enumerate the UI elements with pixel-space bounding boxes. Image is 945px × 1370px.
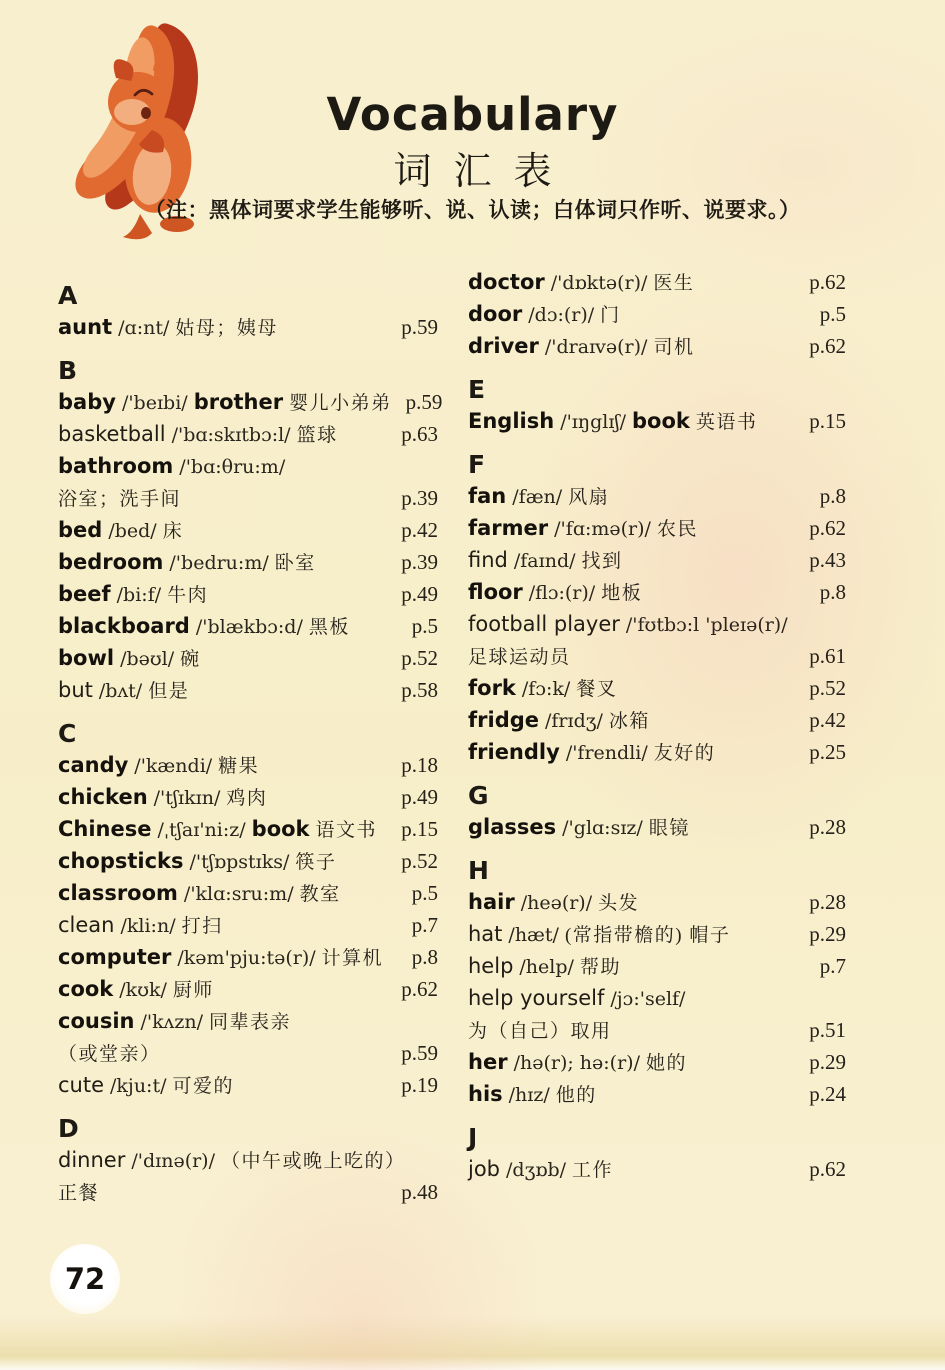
entry-chinese: 餐叉 (576, 679, 618, 700)
entry-content (468, 950, 627, 984)
entry-content (468, 886, 645, 920)
entry-phonetic: /fæn/ (512, 486, 563, 508)
entry-phonetic: /kju:t/ (110, 1075, 167, 1097)
entry-row (58, 1144, 438, 1176)
page-ref: p.49 (401, 582, 438, 606)
page-ref: p.28 (809, 815, 846, 839)
page-number-badge (50, 1244, 120, 1314)
entry-chinese: 筷子 (295, 852, 337, 873)
entry-row (468, 950, 846, 982)
entry-content (58, 1005, 297, 1039)
entry-phonetic: /'bɑ:skɪtbɔ:l/ (171, 424, 291, 446)
entry-content (58, 642, 207, 676)
entry-word: hair (468, 890, 515, 914)
entry-chinese: 浴室；洗手间 (58, 489, 182, 510)
entry-chinese: 冰箱 (608, 711, 650, 732)
entry-chinese: 牛肉 (167, 585, 209, 606)
entry-content (58, 514, 189, 548)
entry-word: bed (58, 518, 103, 542)
entry-chinese: 鸡肉 (226, 788, 268, 809)
entry-word: door (468, 302, 523, 326)
entry-word: farmer (468, 516, 549, 540)
entry-phonetic: /dʒɒb/ (506, 1159, 567, 1181)
page-ref: p.39 (401, 486, 438, 510)
entry-content (468, 608, 794, 642)
entry-row (468, 640, 846, 672)
entry-chinese: 找到 (581, 551, 623, 572)
letter-header: B (58, 356, 78, 385)
entry-content (468, 512, 704, 546)
entry-row (468, 405, 846, 437)
entry-row (468, 544, 846, 576)
entry-word: find (468, 548, 508, 572)
page-ref: p.58 (401, 678, 438, 702)
entry-chinese: 为（自己）取用 (468, 1021, 612, 1042)
entry-phonetic: /hæt/ (508, 924, 559, 946)
page-ref: p.42 (809, 708, 846, 732)
entry-word: fridge (468, 708, 539, 732)
entry-chinese: 厨师 (172, 980, 214, 1001)
entry-content (468, 298, 627, 332)
entry-row (468, 736, 846, 768)
entry-content (58, 418, 344, 452)
page-ref: p.39 (401, 550, 438, 574)
entry-content (58, 1144, 412, 1178)
entry-content (468, 330, 700, 364)
entry-word: doctor (468, 270, 545, 294)
entry-row (468, 576, 846, 608)
entry-content (468, 576, 648, 610)
entry-row (468, 266, 846, 298)
entry-row (58, 1176, 438, 1208)
entry-chinese: 黑板 (308, 617, 350, 638)
entry-chinese: 头发 (598, 893, 640, 914)
entry-word: help (468, 954, 514, 978)
entry-phonetic: /kli:n/ (120, 915, 176, 937)
entry-phonetic: /'kændi/ (134, 755, 213, 777)
entry-phonetic: /bʌt/ (98, 680, 143, 702)
page-ref: p.52 (401, 646, 438, 670)
entry-chinese: 司机 (653, 337, 695, 358)
page-ref: p.15 (401, 817, 438, 841)
entry-content (468, 1016, 618, 1048)
vocab-column-right (468, 266, 846, 1185)
entry-chinese: 语文书 (315, 820, 378, 841)
entry-phonetic: /heə(r)/ (520, 892, 593, 914)
entry-chinese: 但是 (148, 681, 190, 702)
entry-content (468, 1046, 693, 1080)
entry-row (468, 1046, 846, 1078)
entry-phonetic: /'bedru:m/ (169, 552, 269, 574)
entry-phonetic: /'bɑ:θru:m/ (179, 456, 286, 478)
entry-word: bedroom (58, 550, 164, 574)
page-ref: p.51 (809, 1018, 846, 1042)
entry-row (58, 450, 438, 482)
entry-row (468, 982, 846, 1014)
entry-word: blackboard (58, 614, 190, 638)
page-number: 72 (64, 1262, 106, 1296)
entry-chinese: 篮球 (296, 425, 338, 446)
entry-phonetic: /ˌtʃaɪ'ni:z/ (157, 819, 246, 841)
entry-chinese: 友好的 (653, 743, 716, 764)
entry-chinese: 糖果 (218, 756, 260, 777)
entry-word: fan (468, 484, 507, 508)
entry-word: bowl (58, 646, 115, 670)
entry-phonetic: /kəm'pju:tə(r)/ (177, 947, 316, 969)
entry-chinese: 他的 (555, 1085, 597, 1106)
entry-phonetic: /'dɒktə(r)/ (550, 272, 648, 294)
entry-word: glasses (468, 815, 557, 839)
page-ref: p.28 (809, 890, 846, 914)
entry-content (58, 1178, 105, 1210)
entry-word: his (468, 1082, 503, 1106)
entry-row (468, 918, 846, 950)
entry-chinese: 眼镜 (648, 818, 690, 839)
entry-word: computer (58, 945, 172, 969)
entry-phonetic: /'fʊtbɔ:l 'pleɪə(r)/ (625, 614, 788, 636)
entry-row (58, 418, 438, 450)
entry-row (468, 1078, 846, 1110)
entry-content (58, 909, 229, 943)
entry-content (58, 1069, 240, 1103)
entry-content (468, 918, 736, 952)
entry-content (468, 642, 577, 674)
page-ref: p.62 (809, 334, 846, 358)
page-ref: p.29 (809, 1050, 846, 1074)
entry-row (468, 480, 846, 512)
entry-chinese: 地板 (601, 583, 643, 604)
page-ref: p.62 (401, 977, 438, 1001)
entry-word: floor (468, 580, 523, 604)
page-subtitle: 词汇表 (393, 151, 574, 193)
entry-word: chicken (58, 785, 148, 809)
entry-chinese: 医生 (653, 273, 695, 294)
entry-row (58, 674, 438, 706)
page-ref: p.49 (401, 785, 438, 809)
entry-word: hat (468, 922, 503, 946)
entry-phonetic: /flɔ:(r)/ (528, 582, 596, 604)
letter-header: F (468, 450, 486, 479)
letter-header: C (58, 719, 77, 748)
page-ref: p.52 (809, 676, 846, 700)
entry-chinese: 风扇 (568, 487, 610, 508)
entry-row (58, 909, 438, 941)
entry-chinese: 卧室 (274, 553, 316, 574)
entry-content (58, 578, 214, 612)
entry-row (58, 941, 438, 973)
entry-phonetic: /frɪdʒ/ (545, 710, 603, 732)
page-ref: p.63 (401, 422, 438, 446)
entry-word: baby (58, 390, 116, 414)
entry-row (468, 1014, 846, 1046)
entry-word: driver (468, 334, 539, 358)
entry-content (468, 704, 656, 738)
entry-phonetic: /'kʌzn/ (140, 1011, 204, 1033)
entry-phonetic: /fɔ:k/ (521, 678, 571, 700)
entry-content (468, 266, 700, 300)
entry-word: job (468, 1157, 501, 1181)
entry-content (58, 546, 322, 580)
entry-content (468, 811, 696, 845)
entry-phonetic: /bəʊl/ (120, 648, 175, 670)
entry-row (58, 546, 438, 578)
entry-phonetic: /'tʃɒpstɪks/ (189, 851, 290, 873)
entry-chinese: 教室 (299, 884, 341, 905)
page-ref: p.52 (401, 849, 438, 873)
entry-row (58, 845, 438, 877)
entry-content (468, 982, 691, 1016)
page-ref: p.62 (809, 1157, 846, 1181)
entry-content (468, 1153, 619, 1187)
vocab-column-left (58, 268, 443, 1208)
entry-chinese: （或堂亲） (58, 1044, 161, 1065)
entry-word: friendly (468, 740, 560, 764)
entry-word: her (468, 1050, 508, 1074)
page-ref: p.59 (401, 315, 438, 339)
entry-phonetic: /hɪz/ (508, 1084, 550, 1106)
entry-word: dinner (58, 1148, 126, 1172)
entry-word: beef (58, 582, 111, 606)
entry-phonetic: /'dɪnə(r)/ (131, 1150, 215, 1172)
entry-phonetic: /hə(r); hə:(r)/ (513, 1052, 640, 1074)
entry-word: basketball (58, 422, 166, 446)
entry-word: English (468, 409, 555, 433)
entry-chinese: 正餐 (58, 1183, 100, 1204)
letter-header: D (58, 1114, 79, 1143)
letter-header: G (468, 781, 489, 810)
entry-content (468, 544, 629, 578)
entry-chinese: 农民 (656, 519, 698, 540)
entry-content (58, 941, 389, 975)
page-ref: p.5 (819, 302, 846, 326)
page-ref: p.15 (809, 409, 846, 433)
entry-phonetic: /jɔ:'self/ (610, 988, 686, 1010)
page-ref: p.29 (809, 922, 846, 946)
entry-row (468, 512, 846, 544)
entry-chinese: 床 (162, 521, 184, 542)
entry-content (58, 450, 291, 484)
entry-chinese: 碗 (180, 649, 201, 670)
page-ref: p.24 (809, 1082, 846, 1106)
page-ref: p.7 (411, 913, 438, 937)
entry-phonetic: /ɑ:nt/ (118, 317, 170, 339)
entry-word: football player (468, 612, 620, 636)
page-title: Vocabulary (326, 88, 619, 141)
page-ref: p.48 (401, 1180, 438, 1204)
entry-phonetic: /'glɑ:sɪz/ (562, 817, 643, 839)
entry-phonetic: /kʊk/ (119, 979, 167, 1001)
entry-row (468, 672, 846, 704)
entry-word: clean (58, 913, 115, 937)
entry-chinese: 她的 (646, 1053, 688, 1074)
entry-chinese: 婴儿小弟弟 (289, 393, 392, 414)
entry-phonetic: /bed/ (108, 520, 157, 542)
entry-phonetic: /help/ (519, 956, 574, 978)
entry-row (468, 608, 846, 640)
entry-chinese: 足球运动员 (468, 647, 571, 668)
entry-row (58, 973, 438, 1005)
entry-content (58, 674, 195, 708)
entry-row (58, 1069, 438, 1101)
entry-row (58, 781, 438, 813)
vocabulary-note: （注：黑体词要求学生能够听、说、认读；白体词只作听、说要求。） (144, 198, 801, 222)
entry-row (468, 886, 846, 918)
entry-phonetic: /'draɪvə(r)/ (544, 336, 648, 358)
entry-chinese: 工作 (572, 1160, 614, 1181)
entry-row (58, 514, 438, 546)
entry-word: brother (193, 390, 284, 414)
letter-header: E (468, 375, 486, 404)
entry-chinese: 姑母；姨母 (175, 318, 278, 339)
entry-row (468, 330, 846, 362)
entry-row (468, 1153, 846, 1185)
entry-word: chopsticks (58, 849, 184, 873)
page-ref: p.5 (411, 614, 438, 638)
page-ref: p.18 (401, 753, 438, 777)
entry-phonetic: /faɪnd/ (513, 550, 576, 572)
entry-content (468, 405, 763, 439)
entry-word: classroom (58, 881, 178, 905)
entry-chinese: 门 (600, 305, 621, 326)
entry-word: book (632, 409, 690, 433)
entry-content (58, 1039, 167, 1071)
entry-content (58, 781, 273, 815)
entry-chinese: 可爱的 (172, 1076, 235, 1097)
entry-row (58, 813, 438, 845)
entry-word: aunt (58, 315, 113, 339)
entry-content (468, 1078, 603, 1112)
page-ref: p.62 (809, 516, 846, 540)
entry-row (58, 482, 438, 514)
entry-phonetic: /dɔ:(r)/ (528, 304, 595, 326)
entry-row (58, 578, 438, 610)
entry-phonetic: /'beɪbi/ (121, 392, 188, 414)
entry-content (468, 736, 721, 770)
entry-row (58, 642, 438, 674)
entry-word: cousin (58, 1009, 135, 1033)
entry-row (58, 1037, 438, 1069)
entry-phonetic: /bi:f/ (116, 584, 162, 606)
entry-content (58, 877, 347, 911)
entry-word: Chinese (58, 817, 152, 841)
entry-row (468, 704, 846, 736)
letter-header: H (468, 856, 489, 885)
letter-header: A (58, 281, 78, 310)
entry-row (58, 610, 438, 642)
entry-chinese: 英语书 (695, 412, 758, 433)
entry-content (58, 484, 187, 516)
entry-phonetic: /'frendli/ (565, 742, 648, 764)
entry-word: help yourself (468, 986, 605, 1010)
entry-word: candy (58, 753, 129, 777)
entry-row (58, 311, 438, 343)
entry-word: cute (58, 1073, 105, 1097)
page-ref: p.61 (809, 644, 846, 668)
entry-phonetic: /'fɑ:mə(r)/ (554, 518, 651, 540)
page-ref: p.8 (819, 484, 846, 508)
entry-phonetic: /'ɪŋglɪʃ/ (560, 411, 627, 433)
entry-phonetic: /'klɑ:sru:m/ (183, 883, 294, 905)
entry-chinese: 同辈表亲 (209, 1012, 292, 1033)
letter-header: J (468, 1123, 478, 1152)
entry-content (58, 813, 383, 847)
entry-content (58, 749, 265, 783)
page-ref: p.59 (401, 1041, 438, 1065)
page-ref: p.62 (809, 270, 846, 294)
page-ref: p.8 (819, 580, 846, 604)
entry-row (58, 1005, 438, 1037)
entry-content (468, 672, 623, 706)
page-ref: p.5 (411, 881, 438, 905)
page-ref: p.42 (401, 518, 438, 542)
page-ref: p.59 (405, 390, 443, 414)
entry-word: fork (468, 676, 516, 700)
entry-phonetic: /'blækbɔ:d/ (195, 616, 303, 638)
page-ref: p.43 (809, 548, 846, 572)
entry-row (58, 877, 438, 909)
page-ref: p.7 (819, 954, 846, 978)
page-ref: p.25 (809, 740, 846, 764)
entry-row (468, 298, 846, 330)
entry-chinese: （中午或晚上吃的） (221, 1151, 406, 1172)
entry-content (58, 973, 220, 1007)
entry-word: book (251, 817, 310, 841)
entry-word: cook (58, 977, 114, 1001)
entry-row (468, 811, 846, 843)
entry-content (58, 610, 356, 644)
entry-word: bathroom (58, 454, 174, 478)
entry-content (58, 311, 284, 345)
entry-word: but (58, 678, 93, 702)
entry-content (58, 386, 398, 420)
entry-chinese: 帮助 (579, 957, 621, 978)
page-ref: p.8 (411, 945, 438, 969)
entry-chinese: 计算机 (321, 948, 384, 969)
entry-content (468, 480, 615, 514)
entry-chinese: (常指带檐的) 帽子 (564, 925, 731, 946)
entry-row (58, 749, 438, 781)
page-ref: p.19 (401, 1073, 438, 1097)
entry-chinese: 打扫 (181, 916, 223, 937)
entry-phonetic: /'tʃɪkɪn/ (153, 787, 221, 809)
entry-row (58, 386, 443, 418)
entry-content (58, 845, 342, 879)
